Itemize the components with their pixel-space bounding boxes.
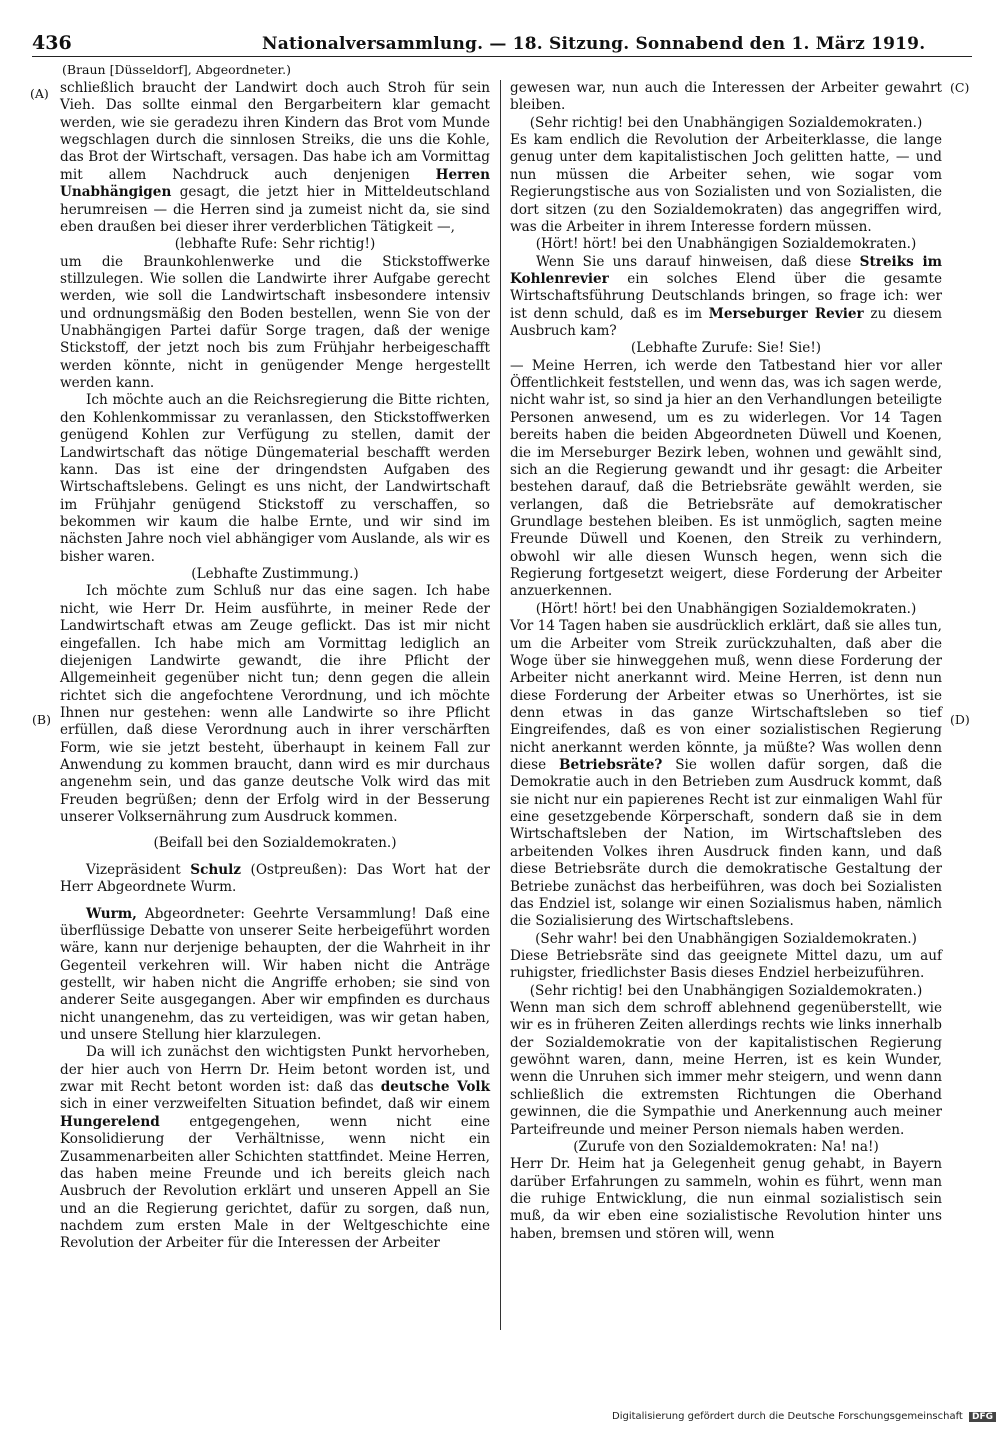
interjection: (Sehr wahr! bei den Unabhängigen Sozialdemokraten.) [535, 930, 917, 947]
page-header [32, 32, 972, 57]
interjection: (Lebhafte Zustimmung.) [191, 566, 359, 583]
interjection: (Sehr richtig! bei den Unabhängigen Sozialdemokraten.) [529, 114, 923, 131]
paragraph: Wenn Sie uns darauf hinweisen, daß diese Streiks im Kohlenrevier ein solches Elend über die gesamte Wirtschaftsführung Deutschlands bringen, so frage ich: wer ist denn schuld, daß es im Merseburger Revier zu diesem Ausbruch kam? [510, 253, 943, 340]
paragraph: um die Braunkohlenwerke und die Stickstoffwerke stillzulegen. Wie sollen die Landwirte ihrer Aufgabe gerecht werden, wie soll die Landwirtschaft insbesondere intensiv und ordnungsmäßig den Boden bestellen, wenn Sie von der Unabhängigen Partei dafür Sorge tragen, daß der wenige Stickstoff, der jetzt noch bis zum Frühjahr herbeigeschafft werden könnte, nicht in genügender Menge hergestellt werden kann. [60, 253, 490, 392]
paragraph: — Meine Herren, ich werde den Tatbestand hier vor aller Öffentlichkeit feststellen, und wenn das, was ich sagen werde, nicht wahr ist, so sind ja hier an den Verhandlungen beteiligte Personen anwesend, um es zu widerlegen. Vor 14 Tagen bereits haben die beiden Abgeordneten Düwell und Koenen, die im Merseburger Bezirk leben, wohnen und gewählt sind, sich an die Regierung gewandt und ihr gesagt: die Arbeiter bestehen darauf, daß die Betriebsräte gewählt werden, sie verlangen, daß die Betriebsräte auf demokratischer Grundlage bestehen bleiben. Es ist unmöglich, sagten meine Freunde Düwell und Koenen, den Streik zu verhindern, obwohl wir alle diesen Wunsch hegen, wenn sich die Regierung fortgesetzt weigert, diese Forderung der Arbeiter anzuerkennen. [510, 357, 942, 600]
paragraph: schließlich braucht der Landwirt doch auch Stroh für sein Vieh. Das sollte einmal den Bergarbeitern klar gemacht werden, wie sie geradezu ihren Kindern das Brot vom Munde wegschlagen durch die sinnlosen Streiks, die uns die Kohle, das Brot der Wirtschaft, versagen. Das habe ich am Vormittag mit allem Nachdruck auch denjenigen Herren Unabhängigen gesagt, die jetzt hier in Mitteldeutschland herumreisen — die Herren sind ja zumeist nicht da, sie sind eben draußen bei dieser ihrer verderblichen Tätigkeit —, [60, 80, 490, 235]
paragraph: Vor 14 Tagen haben sie ausdrücklich erklärt, daß sie alles tun, um die Arbeiter vom Streik zurückzuhalten, daß aber die Woge über sie hinweggehen muß, wenn diese Forderung der Arbeiter nicht anerkannt wird. Meine Herren, ist denn nun diese Forderung der Arbeiter etwas so Unerhörtes, ist sie denn etwas in das ganze Wirtschaftsleben so tief Eingreifendes, daß es von einer sozialistischen Regierung nicht anerkannt werden könnte, ja müßte? Was wollen denn diese Betriebsräte? Sie wollen dafür sorgen, daß die Demokratie auch in den Betrieben zum Ausdruck kommt, daß sie nicht nur ein papierenes Recht ist zur einmaligen Wahl für eine gesetzgebende Körperschaft, sondern daß sie in dem Wirtschaftsleben der Nation, im Wirtschaftsleben des arbeitenden Volkes ihren Ausdruck finden kann, und daß diese Betriebsräte durch die demokratische Gestaltung der Betriebe zunächst das herbeiführen, was doch bei Sozialisten das Endziel ist, solange wir einen Sozialismus haben, nämlich die Sozialisierung des Wirtschaftslebens. [510, 618, 942, 930]
margin-mark-a: (A) [30, 86, 49, 101]
footer-credit [612, 1411, 996, 1422]
paragraph: Vizepräsident Schulz (Ostpreußen): Das Wort hat der Herr Abgeordnete Wurm. [60, 861, 491, 896]
interjection: (Sehr richtig! bei den Unabhängigen Sozialdemokraten.) [529, 982, 923, 999]
paragraph: Ich möchte auch an die Reichsregierung die Bitte richten, den Kohlenkommissar zu veranlassen, den Stickstoffwerken genügend Kohlen zur Verfügung zu stellen, damit der Landwirtschaft das nötige Düngematerial beschafft werden kann. Das ist eine der dringendsten Aufgaben des Wirtschaftslebens. Gelingt es uns nicht, der Landwirtschaft im Frühjahr genügend Stickstoff zu verschaffen, so bekommen wir kaum die halbe Ernte, und wir sind im nächsten Jahre noch viel abhängiger vom Auslande, als wir es bisher waren. [60, 392, 490, 565]
paragraph: Ich möchte zum Schluß nur das eine sagen. Ich habe nicht, wie Herr Dr. Heim ausführte, in meiner Rede der Landwirtschaft etwas am Zeuge geflickt. Das ist mir nicht eingefallen. Ich habe mich am Vormittag lediglich an diejenigen Landwirte gewandt, die ihre Pflicht der Allgemeinheit gegenüber nicht tun; denn gegen die allein richtet sich die angefochtene Verordnung, und ich möchte Ihnen nur gestehen: wenn alle Landwirte so ihre Pflicht erfüllen, daß diese Verordnung auch in ihrer verschärften Form, wie sie jetzt besteht, überhaupt in keinem Fall zur Anwendung zu kommen braucht, dann wird es mir durchaus angenehm sein, und das ganze deutsche Volk wird das mit Freuden begrüßen; denn der Erfolg wird in der Besserung unserer Volksernährung zum Ausdruck kommen. [60, 583, 490, 826]
paragraph: Wurm, Abgeordneter: Geehrte Versammlung! Daß eine überflüssige Debatte von unserer Seite herbeigeführt worden wäre, kann nur derjenige behaupten, der die Wahrheit in ihr Gegenteil verkehren will. Wir haben nicht die Anträge gestellt, wir haben nicht die Angriffe erhoben; sie sind von anderer Seite ausgegangen. Aber wir empfinden es durchaus nicht unangenehm, das zu verteidigen, was wir getan haben, und unsere Stellung hier klarzulegen. [60, 905, 490, 1044]
interjection: (lebhafte Rufe: Sehr richtig!) [174, 236, 376, 253]
paragraph: Diese Betriebsräte sind das geeignete Mittel dazu, um auf ruhigster, friedlichster Basis dieses Endziel herbeizuführen. [510, 947, 942, 982]
paragraph: Herr Dr. Heim hat ja Gelegenheit genug gehabt, in Bayern darüber Erfahrungen zu sammeln, wohin es führt, wenn man die ruhige Entwicklung, die nun einmal sozialistisch sein muß, da wir eben eine sozialistische Revolution hinter uns haben, bremsen und stören will, wenn [510, 1156, 942, 1242]
footer-text: Digitalisierung gefördert durch die Deutsche Forschungsgemeinschaft [612, 1411, 963, 1422]
interjection: (Hört! hört! bei den Unabhängigen Sozialdemokraten.) [535, 236, 917, 253]
paragraph: Es kam endlich die Revolution der Arbeiterklasse, die lange genug unter dem kapitalistischen Joch gelitten hatte, — und nun müssen die Arbeiter sehen, wie sogar vom Regierungstische aus von Sozialisten und von Sozialisten, die dort sitzen (zu den Sozialdemokraten) das angegriffen wird, was die Arbeiter in ihrem Interesse fordern müssen. [510, 132, 942, 235]
interjection: (Zurufe von den Sozialdemokraten: Na! na!) [573, 1138, 879, 1155]
header-title: Nationalversammlung. — 18. Sitzung. Sonnabend den 1. März 1919. [262, 34, 926, 54]
paragraph: gewesen war, nun auch die Interessen der Arbeiter gewahrt bleiben. [510, 80, 942, 114]
column-divider [500, 80, 501, 1330]
paragraph: Wenn man sich dem schroff ablehnend gegenüberstellt, wie wir es in früheren Zeiten allerdings rechts wie links innerhalb der Sozialdemokratie von der kapitalistischen Regierung gewöhnt waren, dann, meine Herren, ist es kein Wunder, wenn die Unruhen sich immer mehr steigern, und wenn dann schließlich die extremsten Richtungen die Oberhand gewinnen, die die Sympathie und Anerkennung auch meiner Parteifreunde und meiner Person niemals haben werden. [510, 1000, 942, 1138]
margin-mark-b: (B) [32, 712, 51, 727]
interjection: (Hört! hört! bei den Unabhängigen Sozialdemokraten.) [535, 600, 917, 617]
speaker-subhead: (Braun [Düsseldorf], Abgeordneter.) [62, 62, 291, 77]
paragraph: Da will ich zunächst den wichtigsten Punkt hervorheben, der hier auch von Herrn Dr. Heim betont worden ist, und zwar mit Recht betont worden ist: daß das deutsche Volk sich in einer verzweifelten Situation befindet, daß wir einem Hungerelend entgegengehen, wenn nicht eine Konsolidierung der Verhältnisse, wenn nicht ein Zusammenarbeiten aller Schichten stattfindet. Meine Herren, das haben meine Freunde und ich bereits gleich nach Ausbruch der Revolution erklärt und unseren Appell an Sie und an die Regierung gerichtet, dafür zu sorgen, daß nun, nachdem zum ersten Male in der Weltgeschichte eine Revolution der Arbeiter für die Interessen der Arbeiter [60, 1044, 490, 1252]
margin-mark-d: (D) [950, 712, 970, 727]
interjection: (Beifall bei den Sozialdemokraten.) [153, 835, 397, 852]
right-column [510, 80, 942, 1243]
left-column [60, 80, 490, 1253]
page-number: 436 [32, 32, 72, 54]
dfg-logo: DFG [969, 1412, 996, 1422]
interjection: (Lebhafte Zurufe: Sie! Sie!) [630, 340, 822, 357]
margin-mark-c: (C) [950, 80, 970, 95]
